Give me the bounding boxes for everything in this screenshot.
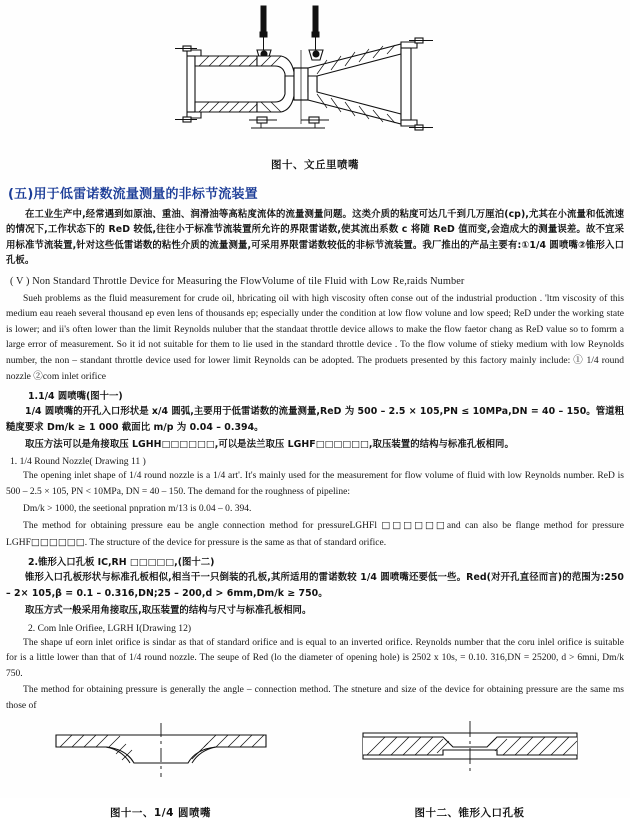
venturi-nozzle-drawing: [165, 4, 465, 154]
item2-heading-chinese: [28, 554, 624, 568]
item1-heading-english: 1. 1/4 Round Nozzle( Drawing 11 ): [10, 456, 146, 468]
item1-en3-boxes-b: □□□□□□: [30, 536, 85, 548]
item2-body-chinese-1: 锥形入口孔板形状与标准孔板相似,相当干一只倒装的孔板,其所适用的雷诺数较 1/4 圆喷嘴还要低一些。Red(对开孔直径而言)的范围为:250 – 2× 105,β = 0.1 – 0.316,DN;25 – 200,d > 6mm,Dm/k ≥ 750。: [6, 572, 624, 599]
figure-caption-venturi: 图十、文丘里喷嘴: [271, 159, 359, 171]
item2-cn-heading-prefix: 2.锥形入口孔板 IC,RH: [28, 557, 130, 569]
item2-cn-heading-suffix: ,(图十二): [174, 557, 215, 569]
quarter-circle-nozzle-drawing: [46, 721, 276, 783]
figure-caption-quarter-round-nozzle: 图十一、1/4 圆喷嘴: [109, 806, 212, 819]
item1-en3-boxes-a: □□□□□□: [381, 520, 447, 532]
item2-body-english-2: The method for obtaining pressure is generally the angle – connection method. The stneture and size of the device for obtaining pressure are the same ms those of: [6, 685, 624, 711]
section-heading-chinese: (五)用于低雷诺数流量测量的非标节流装置: [8, 187, 258, 202]
figure-venturi-nozzle: [6, 0, 624, 172]
item1-en3-mid: and can also be flange method for pressure LGHF: [6, 521, 624, 548]
item1-body-chinese-1: 1/4 圆喷嘴的开孔入口形状是 x/4 圆弧,主要用于低雷诺数的流量测量,ReD 为 500 – 2.5 × 105,PN ≤ 10MPa,DN = 40 – 150。管道粗糙度要求 Dm/k ≥ 1 000 截面比 m/p 为 0.04 – 0.394。: [6, 406, 624, 433]
item2-heading-english: 2. Com lnle Orifiee, LGRH I(Drawing 12): [28, 622, 192, 634]
figure-quarter-round-nozzle: [6, 721, 315, 820]
item1-cn2-suffix: ,取压装置的结构与标准孔板相同。: [368, 439, 514, 450]
item1-cn2-prefix: 取压方法可以是角接取压 LGHH: [25, 439, 162, 450]
item2-body-english-1: The shape uf eorn inlet orifice is sindar as that of standard orifice and is equal to an inverted orifice. Reynolds number that the coru inlel orifice is suitable for is a little lower than that of 1/4 round nozzle. The seupe of Red (lo the diameter of opening hole) is 2502 x 10s, = 0.10. 316,DN = 25200, d > 6mni, Dm/k 750.: [6, 637, 624, 679]
intro-paragraph-chinese: 在工业生产中,经常遇到如原油、重油、润滑油等高粘度流体的流量测量问题。这类介质的粘度可达几千到几万厘泊(cp),尤其在小流量和低流速的情况下,工作状态下的 ReD 较低,往往小于标准节流装置所允许的界限雷诺数,使其流出系数 c 将随 ReD 值而变,会造成大的测量误差。故不宜采用标准节流装置,针对这些低雷诺数的粘性介质的流量测量,可采用界限雷诺数较低的非标节流装置。我厂推出的产品主要有:①1/4 圆喷嘴②锥形入口孔板。: [6, 209, 624, 267]
item2-cn-heading-boxes: □□□□□: [129, 557, 175, 569]
figure-caption-conical-inlet-orifice: 图十二、锥形入口孔板: [414, 806, 525, 819]
item2-body-chinese-2: 取压方式一般采用角接取压,取压装置的结构与尺寸与标准孔板相同。: [25, 605, 312, 617]
item1-heading-chinese: 1.1/4 圆喷嘴(图十一): [28, 391, 123, 403]
section-heading-english: ( V ) Non Standard Throttle Device for Measuring the FlowVolume of tile Fluid with Low Re,raids Number: [10, 275, 465, 287]
bottom-figure-row: [6, 721, 624, 820]
item1-en3-prefix: The method for obtaining pressure eau be angle connection method for pressureLGHFl: [23, 521, 382, 532]
item1-body-english-1: The opening inlet shape of 1/4 round nozzle is a 1/4 art'. It's mainly used for the measurement for flow volume of fluid with low Reynolds number. ReD is 500 – 2.5 × 105, PN < 10MPa, DN = 40 – 150. The demand for the roughness of pipeline:: [6, 471, 624, 497]
item1-body-english-2: Dm/k > 1000, the seetional pnpration m/13 is 0.04 – 0. 394.: [23, 503, 252, 514]
conical-inlet-orifice-drawing: [355, 721, 585, 783]
figure-conical-inlet-orifice: [315, 721, 624, 820]
item1-cn2-boxes-a: □□□□□□: [161, 439, 215, 450]
item1-cn2-mid: ,可以是法兰取压 LGHF: [214, 439, 316, 450]
item1-en3-suffix: . The structure of the device for pressure is the same as that of standard orifice.: [84, 537, 387, 548]
item1-body-english-3: [6, 518, 624, 551]
item1-cn2-boxes-b: □□□□□□: [315, 439, 369, 450]
item1-body-chinese-2: [6, 437, 624, 452]
intro-paragraph-english: Sueh problems as the fluid measurement for crude oil, hbricating oil with high viscosity often conse out of the industrial production . 'ltm viscosity of this medium eau reaeh several thousand ep even lens of thousands ep; especially under the condition at low flow volune and low speed; ReD under the working state is lower; and ii's often lower than the limit Reynolds nuluber that the standaat throttle device allows to make the flow faetor chang as ReD value so to fomrm a large error of measurement. So it id not suitable for them to lie used in the standard throttle device . To the flow volume of stieky medium with low Reynolds number, the non – standant throttle device used for lower limit Reynolds can be adopted. The produets presented by this factory mainly include: ① 1/4 round nozzle ②com inlet orifice: [6, 293, 624, 382]
